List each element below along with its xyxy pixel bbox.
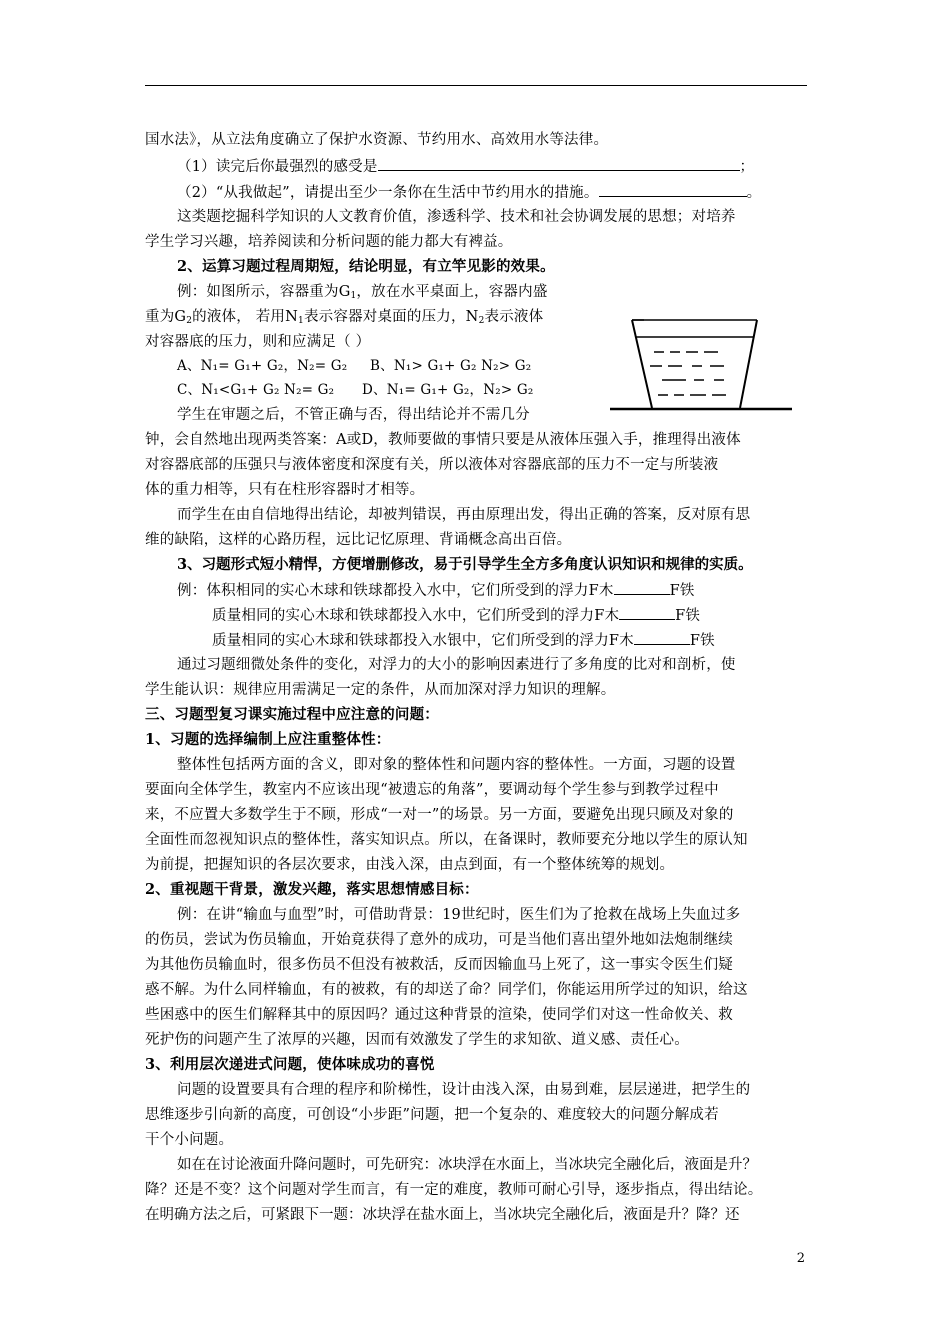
- text-span: 的液体， 若用N: [192, 309, 299, 325]
- subscript: 1: [350, 291, 357, 301]
- text-span: 质量相同的实心木球和铁球都投入水中，它们所受到的浮力F木: [212, 608, 620, 624]
- p1-line4: 这类题挖掘科学知识的人文教育价值，渗透科学、技术和社会协调发展的思想；对培养: [177, 209, 736, 225]
- h3-line2: 思维逐步引向新的高度，可创设“小步距”问题，把一个复杂的、难度较大的问题分解成若: [145, 1107, 719, 1123]
- text-span: F铁: [675, 608, 701, 624]
- text-span: 表示容器对桌面的压力，N: [303, 309, 479, 325]
- page-number: 2: [796, 1251, 805, 1266]
- subscript: 1: [298, 316, 304, 326]
- part-3-h2: 2、重视题干背景，激发兴趣，落实思想情感目标：: [145, 881, 479, 898]
- buoyancy-q2: [212, 605, 700, 626]
- question-2-end: 。: [746, 185, 762, 201]
- h2-line2: 的伤员，尝试为伤员输血，开始竟获得了意外的成功，可是当他们喜出望外地如法炮制继续: [145, 932, 733, 948]
- text-span: 质量相同的实心木球和铁球都投入水银中，它们所受到的浮力F木: [212, 633, 634, 649]
- h3-line1: 问题的设置要具有合理的程序和阶梯性，设计由浅入深，由易到难，层层递进，把学生的: [177, 1082, 751, 1098]
- answer-blank-3[interactable]: [614, 580, 670, 595]
- part-3-h1: 1、习题的选择编制上应注重整体性：: [145, 731, 391, 748]
- question-1-end: ；: [739, 159, 755, 175]
- h3-line4: 如在在讨论液面升降问题时，可先研究：冰块浮在水面上，当冰块完全融化后，液面是升？: [177, 1157, 757, 1173]
- question-1: [177, 156, 754, 177]
- subscript: 2: [186, 316, 193, 326]
- answer-blank-4[interactable]: [619, 605, 675, 620]
- h1-line3: 来，不应置大多数学生于不顾，形成“一对一”的场景。另一方面，要避免出现只顾及对象的: [145, 807, 734, 823]
- text-span: 表示液体: [484, 309, 544, 325]
- option-c: C、N₁<G₁+ G₂ N₂= G₂: [177, 382, 335, 398]
- question-2-text: （2）“从我做起”，请提出至少一条你在生活中节约用水的措施。: [177, 185, 599, 201]
- section-3-heading: 3、习题形式短小精悍，方便增删修改，易于引导学生全方多角度认识知识和规律的实质。: [177, 556, 753, 573]
- option-a: A、N₁= G₁+ G₂，N₂= G₂: [177, 358, 348, 374]
- header-rule: [145, 85, 807, 86]
- h1-line1: 整体性包括两方面的含义，即对象的整体性和问题内容的整体性。一方面，习题的设置: [177, 757, 736, 773]
- s2-para1-line1: 学生在审题之后，不管正确与否，得出结论并不需几分: [177, 407, 530, 423]
- h2-line4: 惑不解。为什么同样输血，有的被救，有的却送了命？同学们，你能运用所学过的知识，给这: [145, 982, 748, 998]
- option-b: B、N₁> G₁+ G₂ N₂> G₂: [370, 358, 532, 374]
- s3-para-line2: 学生能认识：规律应用需满足一定的条件，从而加深对浮力知识的理解。: [145, 682, 616, 698]
- text-span: 例：如图所示，容器重为G: [177, 284, 351, 300]
- p1-line5: 学生学习兴趣，培养阅读和分析问题的能力都大有裨益。: [145, 234, 513, 250]
- text-span: F铁: [689, 633, 715, 649]
- example-line-3: 对容器底的压力，则和应满足（ ）: [145, 334, 371, 350]
- h1-line2: 要面向全体学生，教室内不应该出现“被遗忘的角落”，要调动每个学生参与到教学过程中: [145, 782, 719, 798]
- buoyancy-q1: [177, 580, 695, 601]
- h3-line3: 干个小问题。: [145, 1132, 234, 1148]
- text-span: F铁: [669, 583, 695, 599]
- section-2-heading: 2、运算习题过程周期短，结论明显，有立竿见影的效果。: [177, 258, 555, 275]
- text-span: ，放在水平桌面上，容器内盛: [356, 284, 548, 300]
- example-line-2: [145, 307, 543, 327]
- s3-para-line1: 通过习题细微处条件的变化，对浮力的大小的影响因素进行了多角度的比对和剖析，使: [177, 657, 736, 673]
- subscript: 2: [478, 316, 485, 326]
- h3-line5: 降？还是不变？这个问题对学生而言，有一定的难度，教师可耐心引导，逐步指点，得出结论。: [145, 1182, 763, 1198]
- h2-line3: 为其他伤员输血时，很多伤员不但没有被救活，反而因输血马上死了，这一事实令医生们疑: [145, 957, 733, 973]
- buoyancy-q3: [212, 630, 715, 651]
- h2-line6: 死护伤的问题产生了浓厚的兴趣，因而有效激发了学生的求知欲、道义感、责任心。: [145, 1032, 689, 1048]
- wall-right: [740, 320, 757, 408]
- h2-line5: 些困惑中的医生们解释其中的原因吗？通过这种背景的渲染，使同学们对这一性命攸关、救: [145, 1007, 733, 1023]
- answer-blank-5[interactable]: [634, 630, 690, 645]
- option-d: D、N₁= G₁+ G₂，N₂> G₂: [362, 382, 534, 398]
- h2-line1: 例：在讲“输血与血型”时，可借助背景：19世纪时，医生们为了抢救在战场上失血过多: [177, 907, 741, 923]
- h1-line4: 全面性而忽视知识点的整体性，落实知识点。所以，在备课时，教师要充分地以学生的原认知: [145, 832, 748, 848]
- wall-left: [632, 320, 652, 408]
- s2-para2-line2: 维的缺陷，这样的心路历程，远比记忆原理、背诵概念高出百倍。: [145, 532, 572, 548]
- h3-line6: 在明确方法之后，可紧跟下一题：冰块浮在盐水面上，当冰块完全融化后，液面是升？降？还: [145, 1207, 740, 1223]
- answer-blank-2[interactable]: [599, 182, 747, 197]
- liquid-dashes: [650, 352, 726, 395]
- part-3-heading: 三、习题型复习课实施过程中应注意的问题：: [145, 706, 439, 723]
- example-line-1: [177, 282, 548, 302]
- answer-blank-1[interactable]: [378, 156, 740, 171]
- s2-para1-line2: 钟，会自然地出现两类答案：A或D，教师要做的事情只要是从液体压强入手，推理得出液体: [145, 432, 741, 448]
- p1-line1: 国水法》，从立法角度确立了保护水资源、节约用水、高效用水等法律。: [145, 132, 609, 148]
- question-2: [177, 182, 761, 203]
- text-span: 例：体积相同的实心木球和铁球都投入水中，它们所受到的浮力F木: [177, 583, 614, 599]
- s2-para1-line4: 体的重力相等，只有在柱形容器时才相等。: [145, 482, 425, 498]
- h1-line5: 为前提，把握知识的各层次要求，由浅入深，由点到面，有一个整体统筹的规划。: [145, 857, 675, 873]
- question-1-text: （1）读完后你最强烈的感受是: [177, 159, 378, 175]
- s2-para2-line1: 而学生在由自信地得出结论，却被判错误，再由原理出发，得出正确的答案，反对原有思: [177, 507, 751, 523]
- container-diagram: [606, 300, 796, 418]
- s2-para1-line3: 对容器底部的压强只与液体密度和深度有关，所以液体对容器底部的压力不一定与所装液: [145, 457, 719, 473]
- text-span: 重为G: [145, 309, 187, 325]
- part-3-h3: 3、利用层次递进式问题，使体味成功的喜悦: [145, 1056, 435, 1073]
